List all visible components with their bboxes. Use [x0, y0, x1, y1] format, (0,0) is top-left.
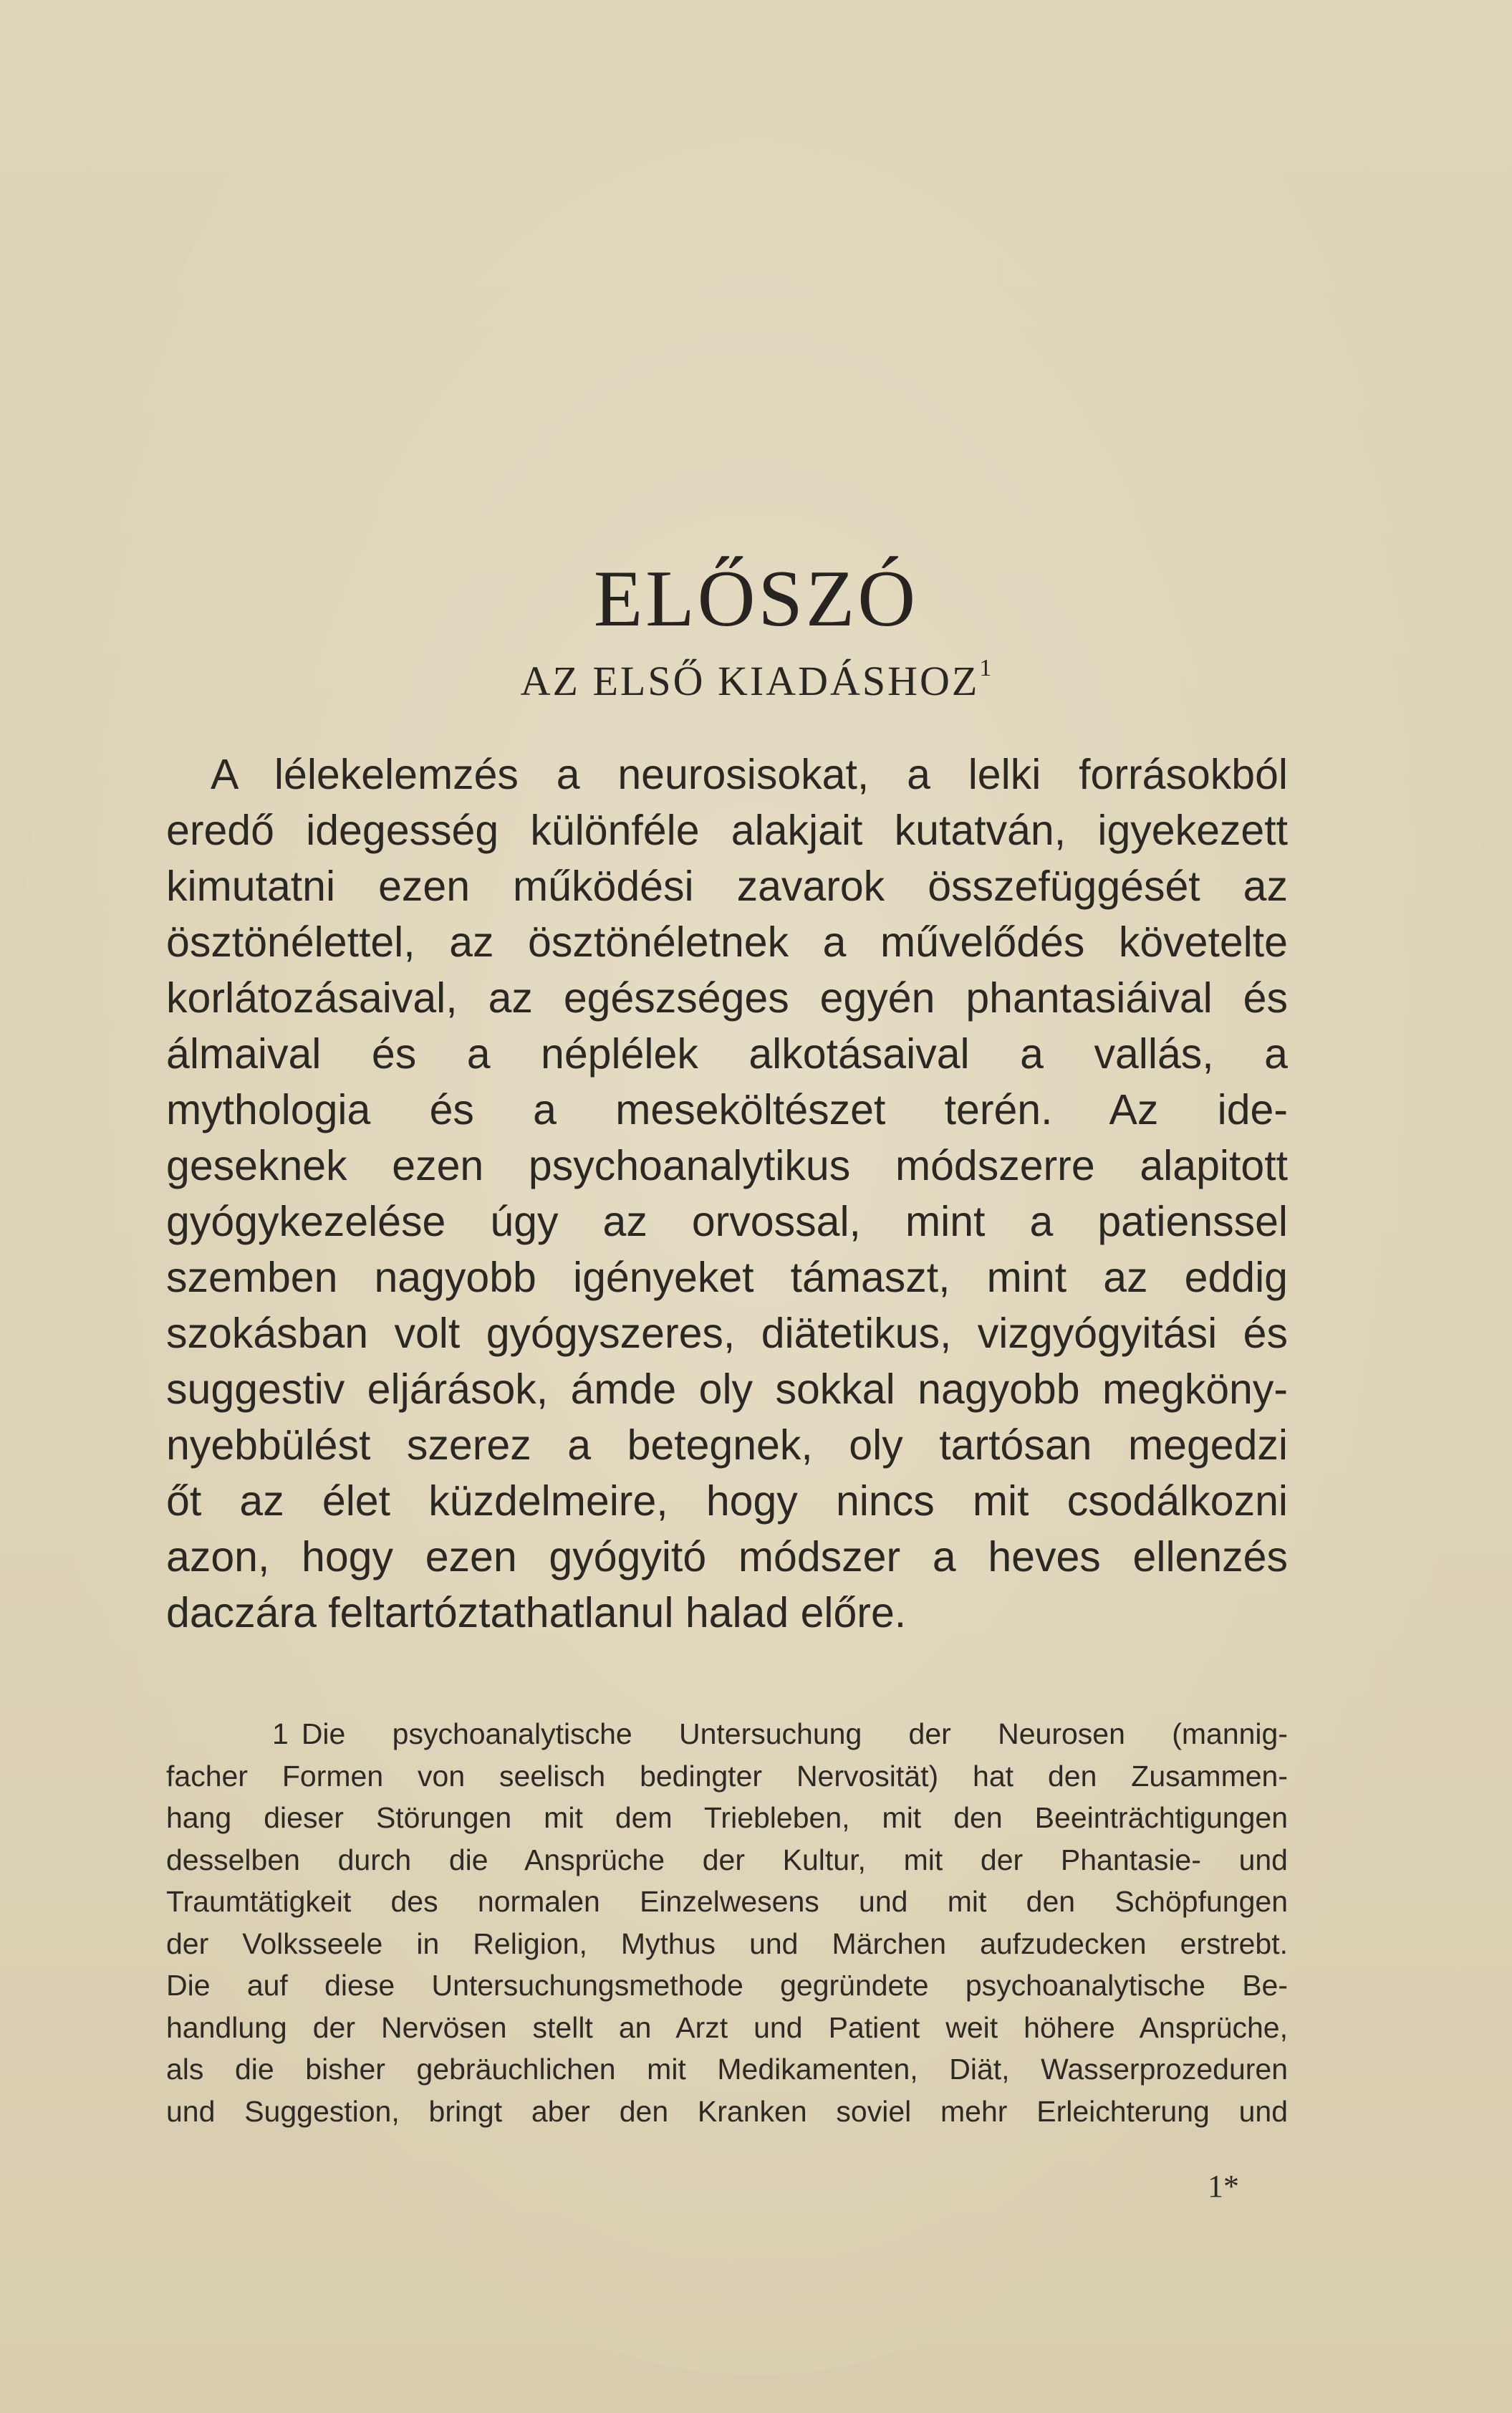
body-line: korlátozásaival, az egészséges egyén phantasiáival és — [166, 974, 1288, 1022]
body-line: szemben nagyobb igényeket támaszt, mint az eddig — [166, 1254, 1288, 1301]
body-line: álmaival és a néplélek alkotásaival a vallás, a — [166, 1030, 1288, 1078]
footnote-line: der Volksseele in Religion, Mythus und Märchen aufzudecken erstrebt. — [166, 1927, 1288, 1960]
body-line: eredő idegesség különféle alakjait kutatván, igyekezett — [166, 807, 1288, 854]
subtitle-text: AZ ELSŐ KIADÁSHOZ — [520, 658, 980, 704]
footnote-line: facher Formen von seelisch bedingter Nervosität) hat den Zusammen- — [166, 1759, 1288, 1793]
footnote-mark: 1 — [272, 1717, 289, 1750]
body-line: gyógykezelése úgy az orvossal, mint a patienssel — [166, 1198, 1288, 1245]
footnote-line: handlung der Nervösen stellt an Arzt und Patient weit höhere Ansprüche, — [166, 2010, 1288, 2044]
footnote-line: desselben durch die Ansprüche der Kultur, mit der Phantasie- und — [166, 1843, 1288, 1876]
body-line: azon, hogy ezen gyógyitó módszer a heves ellenzés — [166, 1533, 1288, 1580]
footnote-line-text: Die psychoanalytische Untersuchung der Neurosen (mannig- — [301, 1717, 1288, 1750]
body-line: szokásban volt gyógyszeres, diätetikus, vizgyógyitási és — [166, 1310, 1288, 1357]
page-number: 1* — [1208, 2169, 1239, 2204]
body-line: őt az élet küzdelmeire, hogy nincs mit csodálkozni — [166, 1477, 1288, 1525]
body-line: nyebbülést szerez a betegnek, oly tartósan megedzi — [166, 1421, 1288, 1469]
body-line: mythologia és a meseköltészet terén. Az ide- — [166, 1086, 1288, 1133]
body-line: suggestiv eljárások, ámde oly sokkal nagyobb megköny- — [166, 1366, 1288, 1413]
footnote — [166, 1713, 1288, 2132]
footnote-line: und Suggestion, bringt aber den Kranken soviel mehr Erleichterung und — [166, 2094, 1288, 2128]
footnote-line: hang dieser Störungen mit dem Triebleben, mit den Beeinträchtigungen — [166, 1801, 1288, 1834]
body-line: geseknek ezen psychoanalytikus módszerre alapitott — [166, 1142, 1288, 1189]
footnote-line: Traumtätigkeit des normalen Einzelwesens und mit den Schöpfungen — [166, 1885, 1288, 1918]
body-line: kimutatni ezen működési zavarok összefüggését az — [166, 863, 1288, 910]
footnote-reference: 1 — [979, 655, 992, 681]
body-line: A lélekelemzés a neurosisokat, a lelki forrásokból — [211, 751, 1288, 798]
preface-body — [166, 747, 1288, 1641]
body-line: ösztönélettel, az ösztönéletnek a művelődés követelte — [166, 918, 1288, 966]
page-title: ELŐSZÓ — [593, 555, 919, 643]
footnote-line — [166, 1713, 1288, 1755]
body-line: daczára feltartóztathatlanul halad előre. — [166, 1589, 907, 1636]
footnote-line: als die bisher gebräuchlichen mit Medikamenten, Diät, Wasserprozeduren — [166, 2053, 1288, 2086]
footnote-line: Die auf diese Untersuchungsmethode gegründete psychoanalytische Be- — [166, 1969, 1288, 2002]
page-subtitle — [0, 655, 1512, 704]
